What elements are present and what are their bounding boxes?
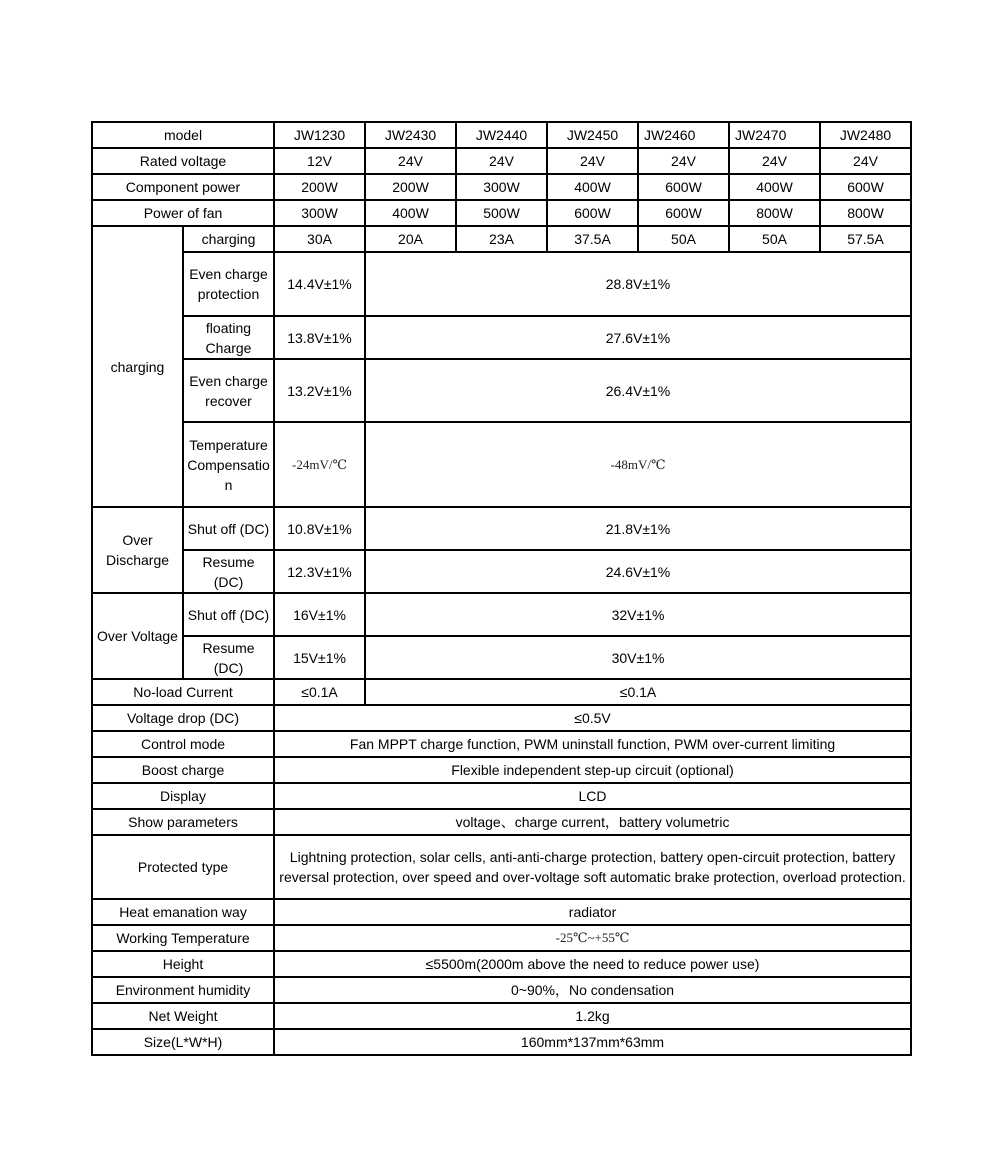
value-cell: 20A xyxy=(365,226,456,252)
component-power-label: Component power xyxy=(92,174,274,200)
value-12v-cell: 16V±1% xyxy=(274,593,365,636)
value-12v-cell: 15V±1% xyxy=(274,636,365,679)
value-12v-cell: 12.3V±1% xyxy=(274,550,365,593)
over-voltage-resume-row xyxy=(92,636,911,679)
model-label: model xyxy=(92,122,274,148)
value-cell: 500W xyxy=(456,200,547,226)
value-12v-cell: 13.2V±1% xyxy=(274,359,365,422)
heat-emanation-row xyxy=(92,899,911,925)
value-cell: 400W xyxy=(729,174,820,200)
power-of-fan-row xyxy=(92,200,911,226)
show-parameters-row xyxy=(92,809,911,835)
display-row xyxy=(92,783,911,809)
charging-group-label: charging xyxy=(92,226,183,507)
show-parameters-label: Show parameters xyxy=(92,809,274,835)
height-value: ≤5500m(2000m above the need to reduce power use) xyxy=(274,951,911,977)
protected-type-label: Protected type xyxy=(92,835,274,899)
heat-emanation-value: radiator xyxy=(274,899,911,925)
value-cell: 600W xyxy=(820,174,911,200)
rated-voltage-label: Rated voltage xyxy=(92,148,274,174)
working-temperature-label: Working Temperature xyxy=(92,925,274,951)
boost-charge-label: Boost charge xyxy=(92,757,274,783)
value-24v-cell: ≤0.1A xyxy=(365,679,911,705)
protected-type-value: Lightning protection, solar cells, anti-anti-charge protection, battery open-circuit protection, battery reversal protection, over speed and over-voltage soft automatic brake protection, overload protection. xyxy=(274,835,911,899)
value-cell: 37.5A xyxy=(547,226,638,252)
rated-voltage-row xyxy=(92,148,911,174)
charging-current-label: charging xyxy=(183,226,274,252)
floating-charge-row xyxy=(92,316,911,359)
working-temperature-row xyxy=(92,925,911,951)
height-label: Height xyxy=(92,951,274,977)
value-cell: 24V xyxy=(820,148,911,174)
charging-current-row xyxy=(92,226,911,252)
value-cell: 24V xyxy=(547,148,638,174)
size-value: 160mm*137mm*63mm xyxy=(274,1029,911,1055)
model-cell: JW2450 xyxy=(547,122,638,148)
value-cell: 800W xyxy=(729,200,820,226)
value-12v-cell: -24mV/℃ xyxy=(274,422,365,507)
control-mode-label: Control mode xyxy=(92,731,274,757)
voltage-drop-label: Voltage drop (DC) xyxy=(92,705,274,731)
show-parameters-value: voltage、charge current，battery volumetric xyxy=(274,809,911,835)
value-cell: 24V xyxy=(456,148,547,174)
net-weight-value: 1.2kg xyxy=(274,1003,911,1029)
temperature-compensation-row xyxy=(92,422,911,507)
model-cell: JW2440 xyxy=(456,122,547,148)
no-load-current-row xyxy=(92,679,911,705)
value-cell: 300W xyxy=(456,174,547,200)
control-mode-row xyxy=(92,731,911,757)
value-24v-cell: 28.8V±1% xyxy=(365,252,911,316)
value-12v-cell: ≤0.1A xyxy=(274,679,365,705)
boost-charge-value: Flexible independent step-up circuit (optional) xyxy=(274,757,911,783)
size-label: Size(L*W*H) xyxy=(92,1029,274,1055)
value-cell: 300W xyxy=(274,200,365,226)
over-discharge-group-label: Over Discharge xyxy=(92,507,183,593)
resume-label: Resume (DC) xyxy=(183,636,274,679)
power-of-fan-label: Power of fan xyxy=(92,200,274,226)
value-cell: 600W xyxy=(638,174,729,200)
value-cell: 23A xyxy=(456,226,547,252)
even-charge-recover-label: Even charge recover xyxy=(183,359,274,422)
value-cell: 50A xyxy=(638,226,729,252)
over-discharge-resume-row xyxy=(92,550,911,593)
net-weight-row xyxy=(92,1003,911,1029)
value-24v-cell: -48mV/℃ xyxy=(365,422,911,507)
over-voltage-group-label: Over Voltage xyxy=(92,593,183,679)
display-label: Display xyxy=(92,783,274,809)
size-row xyxy=(92,1029,911,1055)
temperature-compensation-label: Temperature Compensation xyxy=(183,422,274,507)
boost-charge-row xyxy=(92,757,911,783)
value-cell: 30A xyxy=(274,226,365,252)
even-charge-protection-label: Even charge protection xyxy=(183,252,274,316)
value-cell: 12V xyxy=(274,148,365,174)
model-cell: JW1230 xyxy=(274,122,365,148)
even-charge-recover-row xyxy=(92,359,911,422)
value-24v-cell: 32V±1% xyxy=(365,593,911,636)
control-mode-value: Fan MPPT charge function, PWM uninstall function, PWM over-current limiting xyxy=(274,731,911,757)
model-row xyxy=(92,122,911,148)
voltage-drop-value: ≤0.5V xyxy=(274,705,911,731)
value-24v-cell: 21.8V±1% xyxy=(365,507,911,550)
floating-charge-label: floating Charge xyxy=(183,316,274,359)
value-12v-cell: 10.8V±1% xyxy=(274,507,365,550)
value-cell: 24V xyxy=(638,148,729,174)
environment-humidity-label: Environment humidity xyxy=(92,977,274,1003)
spec-table xyxy=(91,121,912,1056)
net-weight-label: Net Weight xyxy=(92,1003,274,1029)
value-cell: 800W xyxy=(820,200,911,226)
value-cell: 200W xyxy=(365,174,456,200)
heat-emanation-label: Heat emanation way xyxy=(92,899,274,925)
over-discharge-shutoff-row xyxy=(92,507,911,550)
value-24v-cell: 26.4V±1% xyxy=(365,359,911,422)
value-cell: 24V xyxy=(729,148,820,174)
value-12v-cell: 13.8V±1% xyxy=(274,316,365,359)
value-cell: 600W xyxy=(547,200,638,226)
value-cell: 400W xyxy=(365,200,456,226)
component-power-row xyxy=(92,174,911,200)
value-24v-cell: 24.6V±1% xyxy=(365,550,911,593)
value-cell: 24V xyxy=(365,148,456,174)
model-cell: JW2430 xyxy=(365,122,456,148)
value-cell: 200W xyxy=(274,174,365,200)
shut-off-label: Shut off (DC) xyxy=(183,593,274,636)
shut-off-label: Shut off (DC) xyxy=(183,507,274,550)
even-charge-protection-row xyxy=(92,252,911,316)
value-cell: 50A xyxy=(729,226,820,252)
value-cell: 400W xyxy=(547,174,638,200)
display-value: LCD xyxy=(274,783,911,809)
no-load-current-label: No-load Current xyxy=(92,679,274,705)
value-cell: 57.5A xyxy=(820,226,911,252)
environment-humidity-value: 0~90%，No condensation xyxy=(274,977,911,1003)
environment-humidity-row xyxy=(92,977,911,1003)
resume-label: Resume (DC) xyxy=(183,550,274,593)
value-cell: 600W xyxy=(638,200,729,226)
protected-type-row xyxy=(92,835,911,899)
value-24v-cell: 27.6V±1% xyxy=(365,316,911,359)
working-temperature-value: -25℃~+55℃ xyxy=(274,925,911,951)
model-cell: JW2470 xyxy=(729,122,820,148)
model-cell: JW2460 xyxy=(638,122,729,148)
height-row xyxy=(92,951,911,977)
voltage-drop-row xyxy=(92,705,911,731)
value-24v-cell: 30V±1% xyxy=(365,636,911,679)
value-12v-cell: 14.4V±1% xyxy=(274,252,365,316)
model-cell: JW2480 xyxy=(820,122,911,148)
over-voltage-shutoff-row xyxy=(92,593,911,636)
